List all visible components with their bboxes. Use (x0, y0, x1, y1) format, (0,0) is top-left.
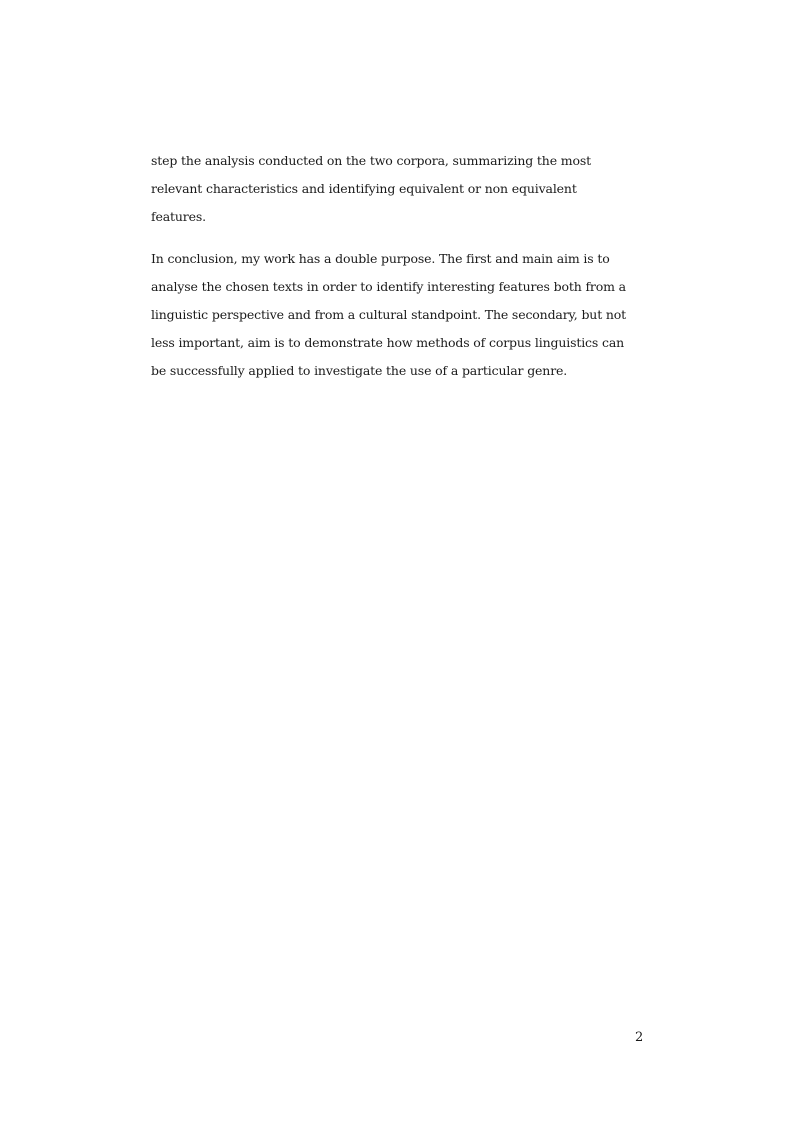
paragraph-2-line-3: linguistic perspective and from a cultural standpoint. The secondary, but not (151, 307, 627, 322)
paragraph-1-line-2: relevant characteristics and identifying equivalent or non equivalent (151, 181, 577, 196)
paragraph-2-line-2: analyse the chosen texts in order to identify interesting features both from a (151, 279, 626, 294)
paragraph-2-line-5: be successfully applied to investigate the use of a particular genre. (151, 363, 568, 378)
paragraph-1-line-3: features. (151, 209, 206, 224)
page-number: 2 (635, 1030, 644, 1045)
paragraph-2-line-1: In conclusion, my work has a double purpose. The first and main aim is to (151, 251, 610, 266)
paragraph-1-line-1: step the analysis conducted on the two corpora, summarizing the most (151, 153, 591, 168)
paragraph-2-line-4: less important, aim is to demonstrate how methods of corpus linguistics can (151, 335, 625, 350)
